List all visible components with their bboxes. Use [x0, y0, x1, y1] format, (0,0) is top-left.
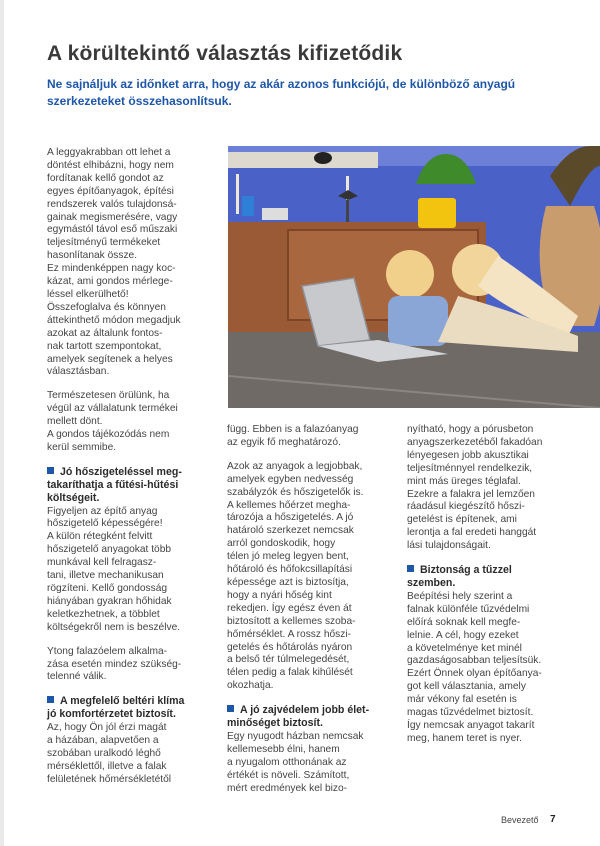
column1-paragraph-3: Figyeljen az építő anyag hőszigetelő képességére! A külön rétegként felvitt hőszigetelő anyagokat több munkával kell felragasz- tani, illetve mechanikusan rögzíteni. Kellő gondosság hiányában gyakran hőhidak keletkezhetnek, a többlet költségekről nem is beszélve.: [47, 505, 181, 633]
heading-climate: A megfelelő beltéri klíma jó komfortérzetet biztosít.: [47, 695, 185, 721]
column3-paragraph-2: Beépítési hely szerint a falnak különféle tűzvédelmi előírá soknak kell megfe- lelnie. A cél, hogy ezeket a követelménye ket minél gazdaságosabban teljesítsük. Ezért Önnek olyan építőanya- got kell választania, amely már vékony fal esetén is magas tűzvédelmet biztosít. Így nemcsak anyagot takarít meg, hanem teret is nyer.: [407, 590, 542, 744]
page-number: 7: [550, 814, 556, 825]
page-title: A körültekintő választás kifizetődik: [47, 42, 403, 65]
photo-children-laptop: [228, 146, 600, 408]
bullet-square-icon: [407, 565, 414, 572]
bullet-square-icon: [47, 696, 54, 703]
bullet-square-icon: [227, 705, 234, 712]
heading-insulation: Jó hőszigeteléssel meg- takaríthatja a fűtési-hűtési költségeit.: [47, 465, 182, 504]
column2-paragraph-1: függ. Ebben is a falazóanyag az egyik fő meghatározó.: [227, 424, 359, 448]
heading-noise: A jó zajvédelem jobb élet- minőséget biztosít.: [227, 704, 370, 730]
heading-fire-safety: Biztonság a tűzzel szemben.: [407, 564, 512, 589]
text-column-3: [407, 424, 577, 757]
bullet-square-icon: [47, 467, 54, 474]
column1-paragraph-2: Természetesen örülünk, ha végül az vállalatunk termékei mellett dönt. A gondos tájékozódás nem kerül semmibe.: [47, 390, 178, 453]
column1-paragraph-5: Az, hogy Ön jól érzi magát a házában, alapvetően a szobában uralkodó léghő mérséklettől, illetve a falak felületének hőmérsékletétől: [47, 722, 172, 785]
column2-paragraph-2: Azok az anyagok a legjobbak, amelyek egyben nedvesség szabályzók és hőszigetelők is. A kellemes hőérzet megha- tározója a hőszigetelés. A jó határoló szerkezet nemcsak arról gondoskodik, hogy télen jó meleg legyen bent, hőtároló és hőfokcsillapítási képessége azt is biztosítja, hogy a nyári hőség kint rekedjen. Így egész éven át biztosított a kellemes szoba- hőmérséklet. A rossz hőszi- getelés és hőtárolás nyáron a belső tér túlmelegedését, télen pedig a falak kihűlését okozhatja.: [227, 460, 364, 692]
column3-paragraph-1: nyítható, hogy a pórusbeton anyagszerkezetéből fakadóan lényegesen jobb akusztikai teljesítménnyel rendelkezik, mint más üreges téglafal. Ezekre a falakra jel lemzően ráadásul kiegészítő hőszi- getelést is építenek, ami lerontja a fal eredeti hanggát lási tulajdonságait.: [407, 424, 543, 552]
page-edge: [0, 0, 4, 846]
photo-illustration: [228, 146, 600, 408]
page-subtitle: Ne sajnáljuk az időnket arra, hogy az akár azonos funkciójú, de különböző anyagú szerkezeteket összehasonlítsuk.: [47, 77, 516, 108]
footer-section-label: Bevezető: [501, 815, 539, 825]
column1-paragraph-1: A leggyakrabban ott lehet a döntést elhibázni, hogy nem fordítanak kellő gondot az egyes építőanyagok, építési rendszerek valós tulajdonsá- gainak megismerésére, vagy egymástól távol eső műszaki teljesítményű termékeket hasonlítanak össze. Ez mindenképpen nagy koc- kázat, ami gondos mérlege- léssel elkerülhető! Összefoglalva és könnyen áttekinthető módon megadjuk azokat az általunk fontos- nak tartott szempontokat, amelyek segítenek a helyes választásban.: [47, 147, 181, 378]
text-column-2: [227, 424, 395, 806]
text-column-1: [47, 147, 217, 798]
column1-paragraph-4: Ytong falazóelem alkalma- zása esetén mindez szükség- telenné válik.: [47, 645, 182, 683]
column2-paragraph-3: Egy nyugodt házban nemcsak kellemesebb élni, hanem a nyugalom otthonának az értékét is növeli. Számított, mért eredmények kel bizo-: [227, 730, 364, 794]
